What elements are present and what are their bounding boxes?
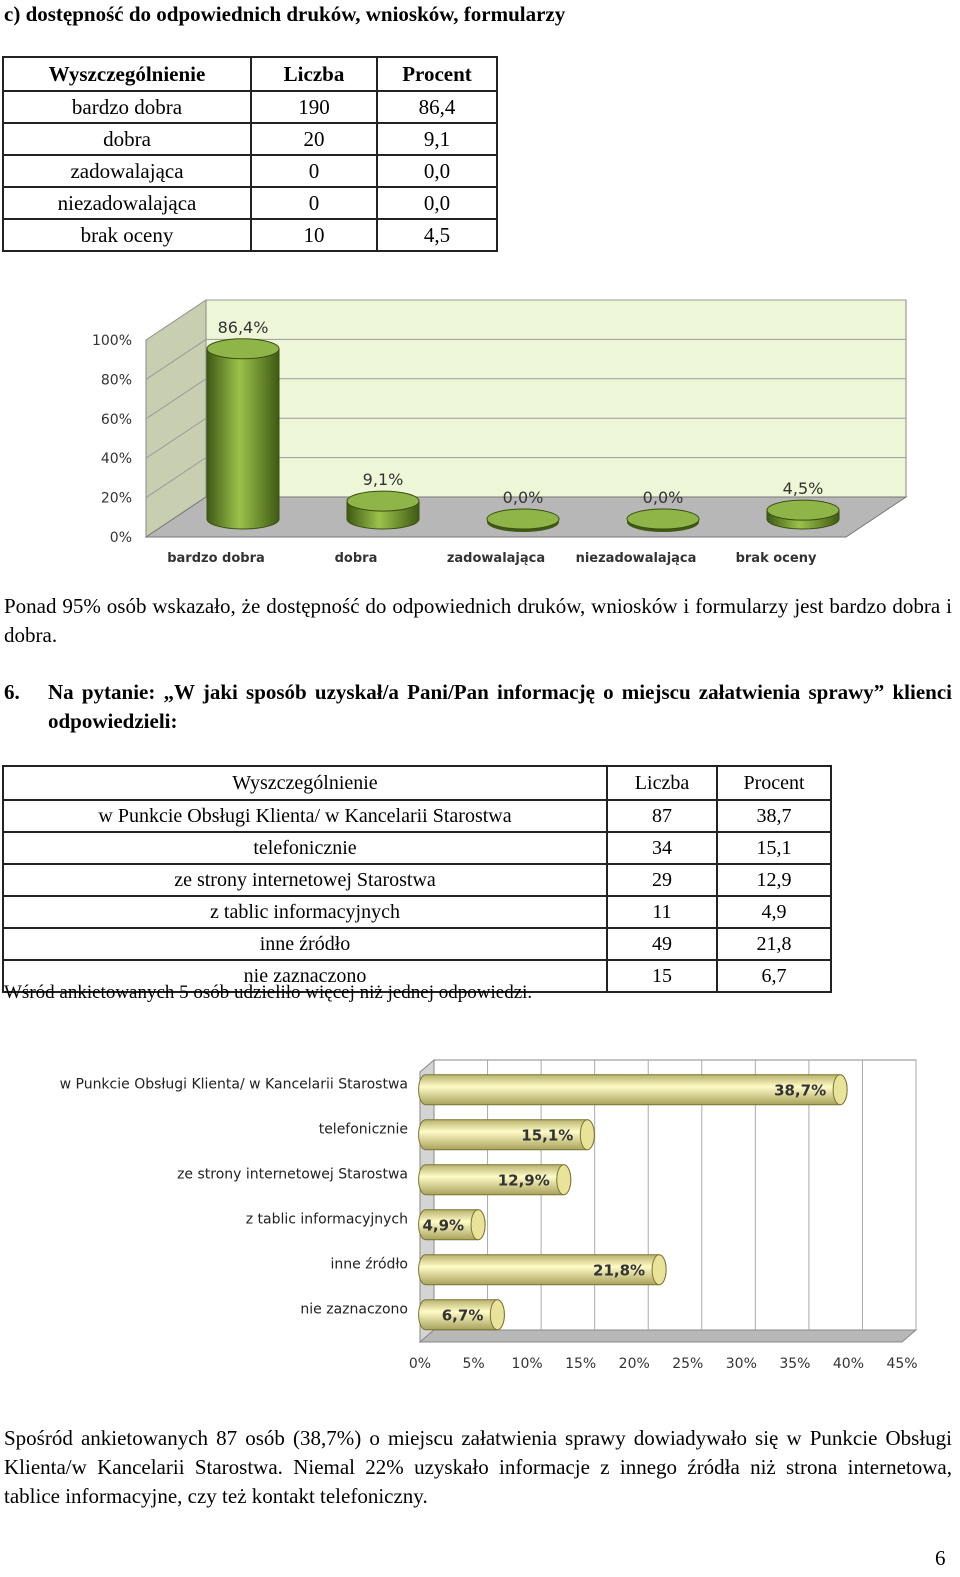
cell-percent: 4,5 [377, 219, 497, 251]
cell-label: w Punkcie Obsługi Klienta/ w Kancelarii Starostwa [3, 800, 607, 832]
cell-percent: 12,9 [717, 864, 831, 896]
cell-percent: 4,9 [717, 896, 831, 928]
bar-top [767, 500, 839, 520]
cell-count: 0 [251, 187, 377, 219]
cell-percent: 9,1 [377, 123, 497, 155]
header-percent: Procent [717, 766, 831, 800]
x-tick-label: 5% [462, 1356, 485, 1372]
cell-count: 0 [251, 155, 377, 187]
header-description: Wyszczególnienie [3, 57, 251, 91]
cell-percent: 38,7 [717, 800, 831, 832]
bar-cap [490, 1300, 504, 1330]
cell-count: 49 [607, 928, 717, 960]
rating-bar-chart [0, 290, 960, 580]
access-forms-table [2, 56, 498, 252]
bar [207, 339, 279, 529]
x-tick-label: 35% [779, 1356, 811, 1372]
bar-cap [580, 1120, 594, 1150]
cell-label: ze strony internetowej Starostwa [3, 864, 607, 896]
x-tick-label: niezadowalająca [575, 551, 697, 566]
x-tick-label: 30% [725, 1356, 757, 1372]
cell-percent: 0,0 [377, 187, 497, 219]
table-row [3, 123, 497, 155]
bar-cap [557, 1165, 571, 1195]
cell-label: inne źródło [3, 928, 607, 960]
cell-count: 15 [607, 960, 717, 992]
cell-label: telefonicznie [3, 832, 607, 864]
x-tick-label: zadowalająca [446, 551, 546, 566]
cell-count: 11 [607, 896, 717, 928]
x-tick-label: 15% [565, 1356, 597, 1372]
y-tick-label: 60% [100, 411, 132, 428]
multiple-answers-note: Wśród ankietowanych 5 osób udzieliło więcej niż jednej odpowiedzi. [4, 982, 533, 1003]
information-source-table [2, 765, 832, 993]
y-tick-label: 80% [100, 372, 132, 389]
question-text: Na pytanie: „W jaki sposób uzyskał/a Pani/Pan informację o miejscu załatwienia sprawy” klienci odpowiedzieli: [48, 680, 952, 733]
table-row [3, 155, 497, 187]
cell-label: z tablic informacyjnych [3, 896, 607, 928]
x-tick-label: dobra [334, 551, 378, 566]
y-tick-label: telefonicznie [318, 1121, 408, 1138]
source-bar-chart [0, 1050, 960, 1380]
table-row [3, 91, 497, 123]
x-tick-label: 40% [832, 1356, 865, 1372]
cell-label: brak oceny [3, 219, 251, 251]
data-label: 9,1% [362, 470, 404, 490]
y-tick-label: 20% [100, 490, 132, 507]
data-label: 6,7% [441, 1306, 484, 1325]
cell-percent: 15,1 [717, 832, 831, 864]
cell-percent: 6,7 [717, 960, 831, 992]
x-tick-label: 0% [408, 1356, 432, 1372]
table-header-row [3, 766, 831, 800]
cell-percent: 0,0 [377, 155, 497, 187]
cell-label: bardzo dobra [3, 91, 251, 123]
side-wall [146, 300, 206, 537]
data-label: 38,7% [774, 1081, 827, 1100]
bar-cap [833, 1075, 847, 1105]
x-tick-label: bardzo dobra [167, 551, 265, 566]
cell-label: nie zaznaczono [3, 960, 607, 992]
bar-top [487, 509, 559, 529]
question-number: 6. [4, 680, 20, 704]
table-row [3, 219, 497, 251]
data-label: 86,4% [217, 317, 269, 337]
table-row [3, 187, 497, 219]
plot-background [206, 300, 906, 497]
bar [487, 509, 559, 532]
cell-label: zadowalająca [3, 155, 251, 187]
section-heading: c) dostępność do odpowiednich druków, wniosków, formularzy [4, 2, 566, 26]
bar-top [207, 339, 279, 359]
y-tick-label: 100% [91, 333, 132, 349]
header-count: Liczba [607, 766, 717, 800]
y-tick-label: w Punkcie Obsługi Klienta/ w Kancelarii Starostwa [59, 1076, 408, 1093]
x-tick-label: brak oceny [735, 551, 817, 566]
x-tick-label: 20% [618, 1356, 650, 1372]
table-header-row [3, 57, 497, 91]
header-percent: Procent [377, 57, 497, 91]
cell-count: 20 [251, 123, 377, 155]
header-description: Wyszczególnienie [3, 766, 607, 800]
cell-percent: 86,4 [377, 91, 497, 123]
bar-cap [652, 1255, 666, 1285]
y-tick-label: 40% [100, 451, 132, 468]
x-tick-label: 45% [886, 1356, 918, 1372]
data-label: 4,9% [422, 1216, 465, 1235]
x-tick-label: 10% [511, 1356, 543, 1372]
question-6 [4, 678, 952, 736]
cell-count: 10 [251, 219, 377, 251]
bar-top [627, 509, 699, 529]
y-tick-label: inne źródło [330, 1256, 408, 1273]
data-label: 12,9% [497, 1171, 550, 1190]
bar-cap [471, 1210, 485, 1240]
data-label: 21,8% [593, 1261, 646, 1280]
y-tick-label: ze strony internetowej Starostwa [177, 1166, 408, 1183]
data-label: 4,5% [782, 479, 824, 499]
cell-count: 190 [251, 91, 377, 123]
cell-label: dobra [3, 123, 251, 155]
data-label: 0,0% [642, 488, 684, 507]
header-count: Liczba [251, 57, 377, 91]
cell-count: 34 [607, 832, 717, 864]
y-tick-label: 0% [109, 530, 132, 546]
floor [420, 1330, 916, 1342]
cell-percent: 21,8 [717, 928, 831, 960]
table-row [3, 832, 831, 864]
page-number: 6 [935, 1546, 946, 1570]
bar-top [347, 491, 419, 511]
bar [347, 491, 419, 529]
bar [627, 509, 699, 532]
data-label: 15,1% [521, 1126, 574, 1145]
data-label: 0,0% [502, 488, 544, 507]
table-row [3, 928, 831, 960]
summary-paragraph-1: Ponad 95% osób wskazało, że dostępność do odpowiednich druków, wniosków i formularzy jest bardzo dobra i dobra. [4, 594, 952, 647]
table-row [3, 896, 831, 928]
table-row [3, 864, 831, 896]
cell-label: niezadowalająca [3, 187, 251, 219]
y-tick-label: z tablic informacyjnych [245, 1211, 408, 1228]
y-tick-label: nie zaznaczono [300, 1301, 408, 1318]
cell-count: 29 [607, 864, 717, 896]
table-row [3, 800, 831, 832]
summary-paragraph-2: Spośród ankietowanych 87 osób (38,7%) o miejscu załatwienia sprawy dowiadywało się w Punkcie Obsługi Klienta/w Kancelarii Starostwa. Niemal 22% uzyskało informacje z innego źródła niż strona internetowa, tablice informacyjne, czy też kontakt telefoniczny. [4, 1426, 952, 1508]
cell-count: 87 [607, 800, 717, 832]
x-tick-label: 25% [672, 1356, 704, 1372]
bar-body [207, 349, 279, 529]
bar [767, 500, 839, 529]
